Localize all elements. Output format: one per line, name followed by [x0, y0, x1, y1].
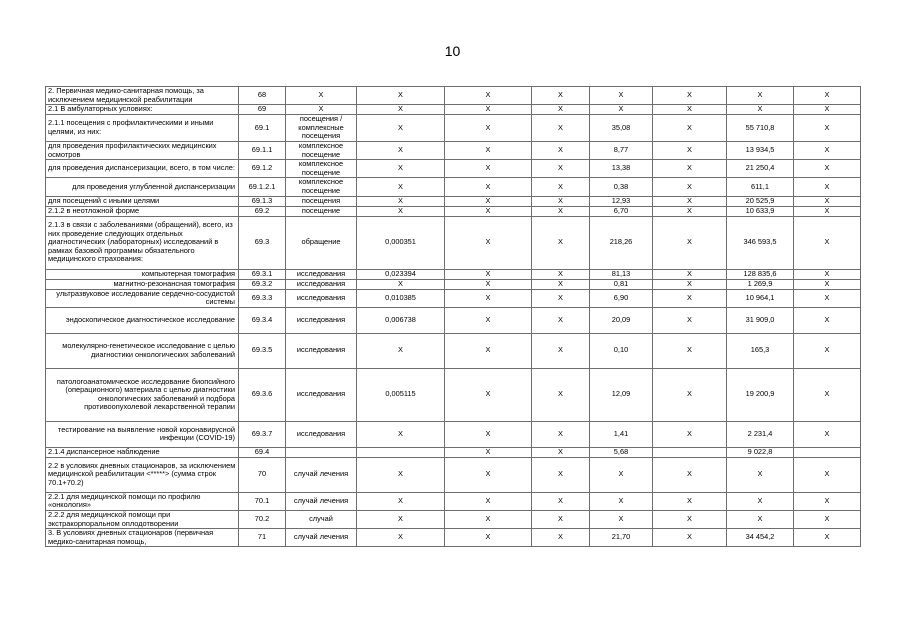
cell-c8: Х: [653, 269, 727, 279]
row-name-cell: для проведения диспансеризации, всего, в том числе:: [46, 160, 239, 178]
cell-c9: 611,1: [727, 178, 794, 196]
cell-c4: 0,010385: [357, 289, 445, 307]
cell-c6: Х: [532, 196, 590, 206]
cell-c5: Х: [445, 529, 532, 547]
cell-code: 69.3.4: [239, 307, 286, 333]
table-row: [46, 421, 861, 447]
cell-c9: 128 835,6: [727, 269, 794, 279]
cell-c8: Х: [653, 333, 727, 368]
cell-code: 69.3.1: [239, 269, 286, 279]
cell-code: 69: [239, 105, 286, 115]
cell-c6: Х: [532, 457, 590, 492]
cell-c6: Х: [532, 178, 590, 196]
cell-c9: 2 231,4: [727, 421, 794, 447]
cell-code: 70: [239, 457, 286, 492]
cell-unit: комплексное посещение: [286, 178, 357, 196]
cell-c5: Х: [445, 141, 532, 159]
cell-code: 69.3.2: [239, 279, 286, 289]
cell-c4: 0,006738: [357, 307, 445, 333]
cell-c9: 20 525,9: [727, 196, 794, 206]
cell-c5: Х: [445, 368, 532, 421]
cell-code: 68: [239, 87, 286, 105]
row-name-cell: 3. В условиях дневных стационаров (первичная медико-санитарная помощь,: [46, 529, 239, 547]
cell-c4: Х: [357, 333, 445, 368]
cell-c7: 12,93: [590, 196, 653, 206]
cell-unit: посещения / комплексные посещения: [286, 115, 357, 142]
cell-unit: случай: [286, 510, 357, 528]
table-row: [46, 178, 861, 196]
cell-c5: Х: [445, 510, 532, 528]
row-name-cell: 2. Первичная медико-санитарная помощь, за исключением медицинской реабилитации: [46, 87, 239, 105]
cell-code: 69.1.3: [239, 196, 286, 206]
cell-code: 69.3: [239, 216, 286, 269]
cell-unit: комплексное посещение: [286, 141, 357, 159]
cell-c4: Х: [357, 196, 445, 206]
cell-c4: Х: [357, 206, 445, 216]
cell-c9: 10 964,1: [727, 289, 794, 307]
cell-c4: Х: [357, 510, 445, 528]
row-name-cell: молекулярно-генетическое исследование с целью диагностики онкологических заболеваний: [46, 333, 239, 368]
cell-c7: 6,70: [590, 206, 653, 216]
cell-unit: комплексное посещение: [286, 160, 357, 178]
cell-c7: 21,70: [590, 529, 653, 547]
cell-c8: Х: [653, 307, 727, 333]
table-row: [46, 368, 861, 421]
cell-c7: 218,26: [590, 216, 653, 269]
cell-code: 69.3.7: [239, 421, 286, 447]
row-name-cell: 2.1.4 диспансерное наблюдение: [46, 447, 239, 457]
row-name-cell: для проведения углубленной диспансеризации: [46, 178, 239, 196]
row-name-cell: 2.2.2 для медицинской помощи при экстракорпоральном оплодотворении: [46, 510, 239, 528]
cell-c7: 5,68: [590, 447, 653, 457]
cell-c5: Х: [445, 307, 532, 333]
cell-unit: исследования: [286, 421, 357, 447]
cell-c9: 21 250,4: [727, 160, 794, 178]
table-row: [46, 115, 861, 142]
cell-c8: Х: [653, 87, 727, 105]
cell-c9: 346 593,5: [727, 216, 794, 269]
cell-code: 69.1: [239, 115, 286, 142]
cell-c9: 31 909,0: [727, 307, 794, 333]
cell-unit: исследования: [286, 269, 357, 279]
cell-c4: Х: [357, 105, 445, 115]
cell-c4: Х: [357, 115, 445, 142]
cell-c7: Х: [590, 457, 653, 492]
table-row: [46, 289, 861, 307]
table-row: [46, 160, 861, 178]
cell-c6: Х: [532, 368, 590, 421]
cell-c10: Х: [794, 457, 861, 492]
cell-c8: Х: [653, 160, 727, 178]
cell-c10: Х: [794, 178, 861, 196]
cell-c8: Х: [653, 206, 727, 216]
cell-c7: 6,90: [590, 289, 653, 307]
cell-c10: Х: [794, 421, 861, 447]
cell-c10: Х: [794, 160, 861, 178]
row-name-cell: магнитно-резонансная томография: [46, 279, 239, 289]
cell-c8: [653, 447, 727, 457]
cell-c7: 0,10: [590, 333, 653, 368]
row-name-cell: 2.1.2 в неотложной форме: [46, 206, 239, 216]
cell-c10: Х: [794, 269, 861, 279]
cell-c10: Х: [794, 115, 861, 142]
cell-c8: Х: [653, 141, 727, 159]
cell-c9: 19 200,9: [727, 368, 794, 421]
cell-c9: 10 633,9: [727, 206, 794, 216]
cell-unit: посещения: [286, 196, 357, 206]
cell-c4: Х: [357, 87, 445, 105]
cell-c6: Х: [532, 141, 590, 159]
cell-c6: Х: [532, 307, 590, 333]
cell-unit: случай лечения: [286, 529, 357, 547]
cell-c5: Х: [445, 160, 532, 178]
cell-c4: Х: [357, 141, 445, 159]
cell-unit: исследования: [286, 279, 357, 289]
table-row: [46, 279, 861, 289]
cell-c5: Х: [445, 178, 532, 196]
cell-code: 69.4: [239, 447, 286, 457]
cell-c10: Х: [794, 333, 861, 368]
cell-c4: Х: [357, 457, 445, 492]
row-name-cell: для посещений с иными целями: [46, 196, 239, 206]
cell-c10: Х: [794, 529, 861, 547]
table-row: [46, 529, 861, 547]
cell-unit: исследования: [286, 307, 357, 333]
cell-c4: 0,000351: [357, 216, 445, 269]
cell-c6: Х: [532, 421, 590, 447]
cell-c4: [357, 447, 445, 457]
cell-c10: Х: [794, 279, 861, 289]
cell-c8: Х: [653, 368, 727, 421]
cell-unit: исследования: [286, 333, 357, 368]
cell-c9: Х: [727, 105, 794, 115]
cell-c8: Х: [653, 178, 727, 196]
cell-c8: Х: [653, 196, 727, 206]
row-name-cell: 2.1.3 в связи с заболеваниями (обращений), всего, из них проведение следующих отдельных диагностических (лабораторных) исследований в рамках базовой программы обязательного медицинского страхования:: [46, 216, 239, 269]
cell-c5: Х: [445, 279, 532, 289]
row-name-cell: патологоанатомическое исследование биопсийного (операционного) материала с целью диагностики онкологических заболеваний и подбора противоопухолевой лекарственной терапии: [46, 368, 239, 421]
cell-c6: Х: [532, 269, 590, 279]
cell-c9: Х: [727, 510, 794, 528]
table-row: [46, 196, 861, 206]
cell-c7: 20,09: [590, 307, 653, 333]
cell-c7: 35,08: [590, 115, 653, 142]
row-name-cell: 2.2.1 для медицинской помощи по профилю «онкология»: [46, 492, 239, 510]
cell-c7: 8,77: [590, 141, 653, 159]
cell-c7: Х: [590, 87, 653, 105]
cell-c5: Х: [445, 447, 532, 457]
cell-c10: Х: [794, 289, 861, 307]
table-row: [46, 87, 861, 105]
cell-code: 69.1.2.1: [239, 178, 286, 196]
table-row: [46, 447, 861, 457]
cell-c10: Х: [794, 492, 861, 510]
cell-c8: Х: [653, 289, 727, 307]
cell-c6: Х: [532, 333, 590, 368]
cell-c6: Х: [532, 115, 590, 142]
row-name-cell: компьютерная томография: [46, 269, 239, 279]
cell-c9: 34 454,2: [727, 529, 794, 547]
cell-c6: Х: [532, 279, 590, 289]
cell-c4: Х: [357, 178, 445, 196]
cell-code: 69.1.2: [239, 160, 286, 178]
cell-c6: Х: [532, 529, 590, 547]
cell-c5: Х: [445, 216, 532, 269]
cell-unit: исследования: [286, 368, 357, 421]
cell-c8: Х: [653, 421, 727, 447]
cell-c7: Х: [590, 105, 653, 115]
table-row: [46, 105, 861, 115]
cell-c9: 13 934,5: [727, 141, 794, 159]
cell-c6: Х: [532, 216, 590, 269]
cell-c4: Х: [357, 421, 445, 447]
row-name-cell: для проведения профилактических медицинских осмотров: [46, 141, 239, 159]
cell-c6: Х: [532, 87, 590, 105]
cell-unit: случай лечения: [286, 457, 357, 492]
cell-unit: обращение: [286, 216, 357, 269]
cell-c5: Х: [445, 105, 532, 115]
cell-c5: Х: [445, 289, 532, 307]
cell-c6: Х: [532, 289, 590, 307]
cell-c7: 0,38: [590, 178, 653, 196]
data-table: [45, 86, 861, 547]
cell-c5: Х: [445, 421, 532, 447]
cell-c8: Х: [653, 115, 727, 142]
row-name-cell: ультразвуковое исследование сердечно-сосудистой системы: [46, 289, 239, 307]
cell-c5: Х: [445, 206, 532, 216]
cell-c8: Х: [653, 105, 727, 115]
cell-c9: Х: [727, 457, 794, 492]
table-row: [46, 333, 861, 368]
cell-c7: Х: [590, 492, 653, 510]
table-row: [46, 269, 861, 279]
cell-c8: Х: [653, 216, 727, 269]
cell-code: 69.1.1: [239, 141, 286, 159]
cell-c4: Х: [357, 160, 445, 178]
cell-c7: 1,41: [590, 421, 653, 447]
table-body: [46, 87, 861, 547]
cell-c10: Х: [794, 196, 861, 206]
row-name-cell: тестирование на выявление новой коронавирусной инфекции (COVID-19): [46, 421, 239, 447]
table-row: [46, 307, 861, 333]
cell-c5: Х: [445, 87, 532, 105]
table-row: [46, 141, 861, 159]
cell-c9: Х: [727, 87, 794, 105]
cell-unit: Х: [286, 87, 357, 105]
cell-c8: Х: [653, 457, 727, 492]
cell-c7: 81,13: [590, 269, 653, 279]
cell-c7: Х: [590, 510, 653, 528]
cell-c4: Х: [357, 492, 445, 510]
cell-c10: Х: [794, 368, 861, 421]
cell-c7: 13,38: [590, 160, 653, 178]
cell-c10: Х: [794, 87, 861, 105]
table-row: [46, 216, 861, 269]
cell-code: 70.2: [239, 510, 286, 528]
cell-code: 69.3.3: [239, 289, 286, 307]
cell-c8: Х: [653, 510, 727, 528]
cell-unit: случай лечения: [286, 492, 357, 510]
cell-c4: 0,005115: [357, 368, 445, 421]
cell-code: 69.3.6: [239, 368, 286, 421]
cell-unit: Х: [286, 105, 357, 115]
cell-code: 69.3.5: [239, 333, 286, 368]
cell-c6: Х: [532, 492, 590, 510]
cell-c8: Х: [653, 529, 727, 547]
cell-c4: Х: [357, 529, 445, 547]
row-name-cell: 2.1 В амбулаторных условиях:: [46, 105, 239, 115]
table-row: [46, 492, 861, 510]
cell-c10: Х: [794, 206, 861, 216]
row-name-cell: 2.2 в условиях дневных стационаров, за исключением медицинской реабилитации <*****> (сумма строк 70.1+70.2): [46, 457, 239, 492]
cell-code: 69.2: [239, 206, 286, 216]
cell-c9: 1 269,9: [727, 279, 794, 289]
cell-code: 71: [239, 529, 286, 547]
cell-unit: [286, 447, 357, 457]
cell-c5: Х: [445, 115, 532, 142]
cell-c10: Х: [794, 216, 861, 269]
table-row: [46, 457, 861, 492]
table-row: [46, 206, 861, 216]
cell-c7: 12,09: [590, 368, 653, 421]
cell-c10: Х: [794, 105, 861, 115]
cell-c5: Х: [445, 492, 532, 510]
cell-c6: Х: [532, 447, 590, 457]
cell-c6: Х: [532, 510, 590, 528]
cell-c4: Х: [357, 279, 445, 289]
page-number: 10: [444, 43, 461, 59]
row-name-cell: 2.1.1 посещения с профилактическими и иными целями, из них:: [46, 115, 239, 142]
cell-c9: 165,3: [727, 333, 794, 368]
table-row: [46, 510, 861, 528]
cell-c4: 0,023394: [357, 269, 445, 279]
cell-c8: Х: [653, 492, 727, 510]
cell-c10: Х: [794, 141, 861, 159]
cell-c10: [794, 447, 861, 457]
cell-c5: Х: [445, 333, 532, 368]
cell-c6: Х: [532, 160, 590, 178]
cell-c5: Х: [445, 457, 532, 492]
cell-c9: 9 022,8: [727, 447, 794, 457]
row-name-cell: эндоскопическое диагностическое исследование: [46, 307, 239, 333]
cell-c10: Х: [794, 510, 861, 528]
cell-c5: Х: [445, 196, 532, 206]
cell-code: 70.1: [239, 492, 286, 510]
cell-c6: Х: [532, 105, 590, 115]
cell-unit: исследования: [286, 289, 357, 307]
cell-c6: Х: [532, 206, 590, 216]
cell-c9: 55 710,8: [727, 115, 794, 142]
cell-c5: Х: [445, 269, 532, 279]
cell-c8: Х: [653, 279, 727, 289]
cell-c10: Х: [794, 307, 861, 333]
cell-c9: Х: [727, 492, 794, 510]
cell-unit: посещение: [286, 206, 357, 216]
cell-c7: 0,81: [590, 279, 653, 289]
